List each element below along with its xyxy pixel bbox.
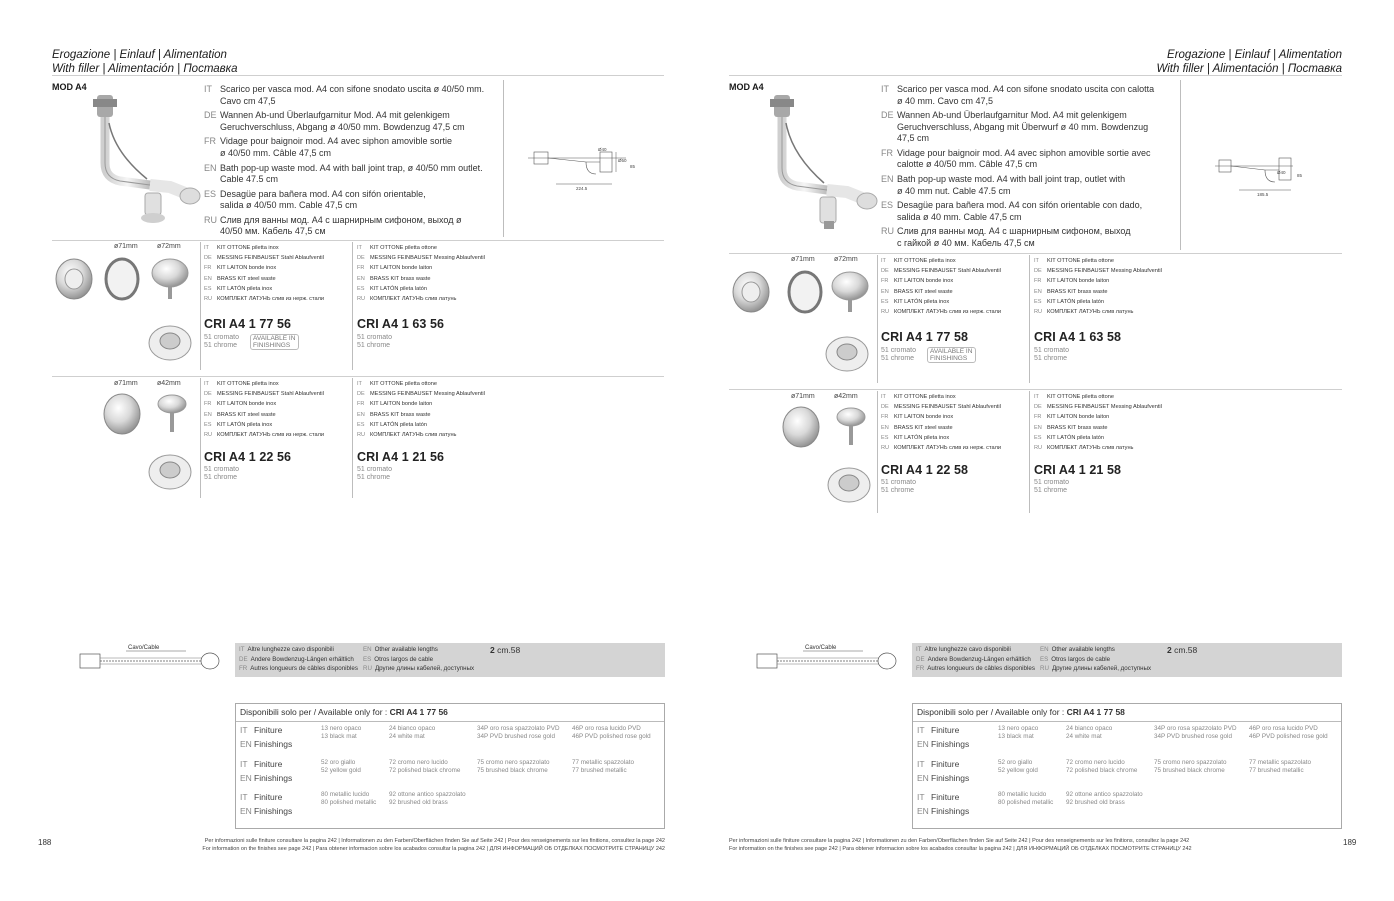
finish-label: 51 cromato 51 chrome xyxy=(357,466,393,481)
finish-option: 80 metallic lucido 80 polished metallic xyxy=(998,791,1054,806)
finish-option: 77 metallic spazzolato 77 brushed metallic xyxy=(1249,759,1311,774)
column-divider xyxy=(200,378,201,498)
finish-option: 77 metallic spazzolato 77 brushed metallic xyxy=(572,759,634,774)
finish-row-label: IT Finiture EN Finishings xyxy=(240,792,293,816)
desc-divider xyxy=(503,80,504,237)
cable-length: 2 cm.58 xyxy=(490,645,521,655)
finish-option: 72 cromo nero lucido 72 polished black chrome xyxy=(389,759,461,774)
dim-label: Ø40 xyxy=(598,147,607,152)
finish-option: 75 cromo nero spazzolato 75 brushed black chrome xyxy=(477,759,550,774)
desc-divider xyxy=(1180,80,1181,250)
dim-label: ø72mm xyxy=(157,243,181,250)
column-divider xyxy=(877,391,878,513)
dim-label: Ø50 xyxy=(618,158,627,163)
footer-note: Per informazioni sulle finiture consultare la pagina 242 | Informationen zu den Farben/Oberflächen finden Sie auf Seite 242 | Pour des renseignements sur les finitions, consultez la page 242 For information on the finishes see page 242 | Para obtener informacion sobre los acabados consultar la pagina 242 | ДЛЯ ИНФОРМАЦИЙ ОБ ОТДЕЛКАХ ПОСМОТРИТЕ СТРАНИЦУ 242 xyxy=(729,838,1192,852)
desc-row-fr: FR Vidage pour baignoir mod. A4 avec siphon amovible sortie ø 40/50 mm. Câble 47,5 cm xyxy=(204,136,452,158)
finish-row-label: IT Finiture EN Finishings xyxy=(240,725,293,749)
section-divider xyxy=(729,253,1342,254)
column-divider xyxy=(877,255,878,383)
cable-drawing xyxy=(753,648,903,676)
product-code: CRI A4 1 22 58 xyxy=(881,463,969,477)
column-divider xyxy=(352,378,353,498)
available-finishings-badge: AVAILABLE IN FINISHINGS xyxy=(250,334,299,350)
desc-row-ru: RU Слив для ванны мод. A4 с шарнирным сифоном, выход с гайкой ø 40 мм. Кабель 47,5 см xyxy=(881,226,1131,248)
cable-label: Cavo/Cable xyxy=(128,645,160,651)
dim-label: ø71mm xyxy=(114,243,138,250)
column-divider xyxy=(352,242,353,370)
finish-option: 13 nero opaco 13 black mat xyxy=(998,725,1039,740)
product-code: CRI A4 1 21 56 xyxy=(357,450,445,464)
kit-description: IT KIT OTTONE piletta inox DE MESSING FEINBAUSET Stahl Ablaufventil FR KIT LAITON bonde inox EN BRASS KIT steel waste ES KIT LATÓN pileta inox RU КОМПЛЕКТ ЛАТУНЬ слив из нерж. стали xyxy=(204,381,324,439)
finish-option: 34P oro rosa spazzolato PVD 34P PVD brushed rose gold xyxy=(477,725,560,740)
model-title: MOD A4 xyxy=(729,82,764,92)
finish-option: 92 ottone antico spazzolato 92 brushed old brass xyxy=(389,791,466,806)
header-divider xyxy=(729,75,1342,76)
product-code: CRI A4 1 21 58 xyxy=(1034,463,1122,477)
desc-row-de: DE Wannen Ab-und Überlaufgarnitur Mod. A4 mit gelenkigem Geruchverschluss, Abgang mit Überwurf ø 40 mm. Bowdenzug 47,5 cm xyxy=(881,110,1149,144)
kit-description: IT KIT OTTONE piletta inox DE MESSING FEINBAUSET Stahl Ablaufventil FR KIT LAITON bonde inox EN BRASS KIT steel waste ES KIT LATÓN pileta inox RU КОМПЛЕКТ ЛАТУНЬ слив из нерж. стали xyxy=(204,245,324,303)
product-description xyxy=(881,84,1181,253)
finish-row-label: IT Finiture EN Finishings xyxy=(917,792,970,816)
finish-option: 52 oro giallo 52 yellow gold xyxy=(321,759,361,774)
kit-description: IT KIT OTTONE piletta ottone DE MESSING FEINBAUSET Messing Ablaufventil FR KIT LAITON bonde laiton EN BRASS KIT brass waste ES KIT LATÓN pileta latón RU КОМПЛЕКТ ЛАТУНЬ слив латунь xyxy=(1034,394,1162,452)
desc-row-it: IT Scarico per vasca mod. A4 con sifone snodato uscita con calotta ø 40 mm. Cavo cm 47,5 xyxy=(881,84,1155,106)
column-divider xyxy=(1029,255,1030,383)
page-header: Erogazione | Einlauf | Alimentation With filler | Alimentación | Поставка xyxy=(52,49,238,75)
desc-row-en: EN Bath pop-up waste mod. A4 with ball joint trap, outlet with ø 40 mm nut. Cable 47.5 cm xyxy=(881,174,1126,196)
footer-note: Per informazioni sulle finiture consultare la pagina 242 | Informationen zu den Farben/Oberflächen finden Sie auf Seite 242 | Pour des renseignements sur les finitions, consultez la page 242 For information on the finishes see page 242 | Para obtener informacion sobre los acabados consultar la pagina 242 | ДЛЯ ИНФОРМАЦИЙ ОБ ОТДЕЛКАХ ПОСМОТРИТЕ СТРАНИЦУ 242 xyxy=(202,838,665,852)
finish-option: 34P oro rosa spazzolato PVD 34P PVD brushed rose gold xyxy=(1154,725,1237,740)
technical-drawing xyxy=(526,142,641,194)
section-divider xyxy=(729,389,1342,390)
dim-label: 224.5 xyxy=(576,186,588,191)
column-divider xyxy=(200,242,201,370)
dim-label: 185.5 xyxy=(1257,192,1269,197)
availability-title: Disponibili solo per / Available only for : CRI A4 1 77 58 xyxy=(917,707,1125,717)
kit-description: IT KIT OTTONE piletta inox DE MESSING FEINBAUSET Stahl Ablaufventil FR KIT LAITON bonde inox EN BRASS KIT steel waste ES KIT LATÓN pileta inox RU КОМПЛЕКТ ЛАТУНЬ слив из нерж. стали xyxy=(881,258,1001,316)
finish-option: 75 cromo nero spazzolato 75 brushed black chrome xyxy=(1154,759,1227,774)
product-code: CRI A4 1 63 58 xyxy=(1034,330,1122,344)
section-divider xyxy=(52,376,664,377)
desc-row-es: ES Desagüe para bañera mod. A4 con sifón orientable con dado, salida ø 40 mm. Cable 47,5 cm xyxy=(881,200,1143,222)
kit-product-images xyxy=(52,255,202,367)
finishes-availability-box xyxy=(912,703,1342,829)
dim-label: ø71mm xyxy=(791,393,815,400)
waste-product-image xyxy=(75,93,205,225)
dim-label: ø71mm xyxy=(791,256,815,263)
header-divider xyxy=(52,75,664,76)
finish-label: 51 cromato 51 chrome xyxy=(1034,347,1070,362)
dim-label: ø72mm xyxy=(834,256,858,263)
desc-row-de: DE Wannen Ab-und Überlaufgarnitur Mod. A4 mit gelenkigem Geruchverschluss, Abgang ø 40/50 mm. Bowdenzug 47,5 cm xyxy=(204,110,465,132)
page-number: 189 xyxy=(1343,838,1357,847)
dim-label: 85 xyxy=(1297,173,1303,178)
kit-description: IT KIT OTTONE piletta ottone DE MESSING FEINBAUSET Messing Ablaufventil FR KIT LAITON bonde laiton EN BRASS KIT brass waste ES KIT LATÓN pileta latón RU КОМПЛЕКТ ЛАТУНЬ слив латунь xyxy=(1034,258,1162,316)
waste-product-image xyxy=(752,93,882,233)
finish-label: 51 cromato 51 chrome xyxy=(204,466,240,481)
dim-label: ø42mm xyxy=(834,393,858,400)
finish-label: 51 cromato 51 chrome xyxy=(881,347,917,362)
cable-lengths-bar: IT Altre lunghezze cavo disponibili DE Andere Bowdenzug-Längen erhältlich FR Autres longueurs de câbles disponibles EN Other available lengths ES Otros largos de cable RU Другие длины кабелей, доступных 2 cm.58 xyxy=(912,643,1342,677)
finish-option: 13 nero opaco 13 black mat xyxy=(321,725,362,740)
desc-row-fr: FR Vidage pour baignoir mod. A4 avec siphon amovible sortie avec calotte ø 40/50 mm. Câble 47,5 cm xyxy=(881,147,1151,170)
finish-label: 51 cromato 51 chrome xyxy=(357,334,393,349)
cable-label: Cavo/Cable xyxy=(805,645,837,651)
product-code: CRI A4 1 22 56 xyxy=(204,450,292,464)
cable-lengths-bar: IT Altre lunghezze cavo disponibili DE Andere Bowdenzug-Längen erhältlich FR Autres longueurs de câbles disponibles EN Other available lengths ES Otros largos de cable RU Другие длины кабелей, доступных 2 cm.58 xyxy=(235,643,665,677)
desc-row-en: EN Bath pop-up waste mod. A4 with ball joint trap, ø 40/50 mm outlet. Cable 47.5 cm xyxy=(204,162,483,185)
finish-row-label: IT Finiture EN Finishings xyxy=(917,759,970,783)
finish-row-label: IT Finiture EN Finishings xyxy=(917,725,970,749)
finish-option: 80 metallic lucido 80 polished metallic xyxy=(321,791,377,806)
available-finishings-badge: AVAILABLE IN FINISHINGS xyxy=(927,347,976,363)
finish-option: 46P oro rosa lucido PVD 46P PVD polished rose gold xyxy=(1249,725,1328,740)
finish-option: 24 bianco opaco 24 white mat xyxy=(1066,725,1113,740)
finish-option: 52 oro giallo 52 yellow gold xyxy=(998,759,1038,774)
dim-label: 85 xyxy=(630,164,636,169)
cable-drawing xyxy=(76,648,226,676)
kit-product-images xyxy=(729,405,879,510)
product-description xyxy=(204,84,504,241)
page-header: Erogazione | Einlauf | Alimentation With filler | Alimentación | Поставка xyxy=(1156,49,1342,75)
technical-drawing xyxy=(1213,150,1313,200)
section-divider xyxy=(52,240,664,241)
page-number: 188 xyxy=(38,838,52,847)
finish-row-label: IT Finiture EN Finishings xyxy=(240,759,293,783)
finish-label: 51 cromato 51 chrome xyxy=(1034,479,1070,494)
model-title: MOD A4 xyxy=(52,82,87,92)
column-divider xyxy=(1029,391,1030,513)
availability-title: Disponibili solo per / Available only for : CRI A4 1 77 56 xyxy=(240,707,448,717)
kit-product-images xyxy=(729,268,879,380)
finish-option: 92 ottone antico spazzolato 92 brushed old brass xyxy=(1066,791,1143,806)
kit-product-images xyxy=(52,392,202,497)
product-code: CRI A4 1 63 56 xyxy=(357,317,445,331)
dim-label: ø42mm xyxy=(157,380,181,387)
finish-option: 46P oro rosa lucido PVD 46P PVD polished rose gold xyxy=(572,725,651,740)
product-code: CRI A4 1 77 56 xyxy=(204,317,292,331)
desc-row-ru: RU Слив для ванны мод. A4 с шарнирным сифоном, выход ø 40/50 мм. Кабель 47,5 см xyxy=(204,214,462,237)
desc-row-es: ES Desagüe para bañera mod. A4 con sifón orientable, salida ø 40/50 mm. Cable 47,5 cm xyxy=(204,188,426,211)
desc-row-it: IT Scarico per vasca mod. A4 con sifone snodato uscita ø 40/50 mm. Cavo cm 47,5 xyxy=(204,84,485,106)
finish-label: 51 cromato 51 chrome xyxy=(881,479,917,494)
product-code: CRI A4 1 77 58 xyxy=(881,330,969,344)
dim-label: ø71mm xyxy=(114,380,138,387)
finish-option: 24 bianco opaco 24 white mat xyxy=(389,725,436,740)
finish-label: 51 cromato 51 chrome xyxy=(204,334,240,349)
dim-label: Ø40 xyxy=(1277,170,1286,175)
finish-option: 72 cromo nero lucido 72 polished black chrome xyxy=(1066,759,1138,774)
kit-description: IT KIT OTTONE piletta ottone DE MESSING FEINBAUSET Messing Ablaufventil FR KIT LAITON bonde laiton EN BRASS KIT brass waste ES KIT LATÓN pileta latón RU КОМПЛЕКТ ЛАТУНЬ слив латунь xyxy=(357,245,485,303)
cable-length: 2 cm.58 xyxy=(1167,645,1198,655)
kit-description: IT KIT OTTONE piletta ottone DE MESSING FEINBAUSET Messing Ablaufventil FR KIT LAITON bonde laiton EN BRASS KIT brass waste ES KIT LATÓN pileta latón RU КОМПЛЕКТ ЛАТУНЬ слив латунь xyxy=(357,381,485,439)
finishes-availability-box xyxy=(235,703,665,829)
kit-description: IT KIT OTTONE piletta inox DE MESSING FEINBAUSET Stahl Ablaufventil FR KIT LAITON bonde inox EN BRASS KIT steel waste ES KIT LATÓN pileta inox RU КОМПЛЕКТ ЛАТУНЬ слив из нерж. стали xyxy=(881,394,1001,452)
